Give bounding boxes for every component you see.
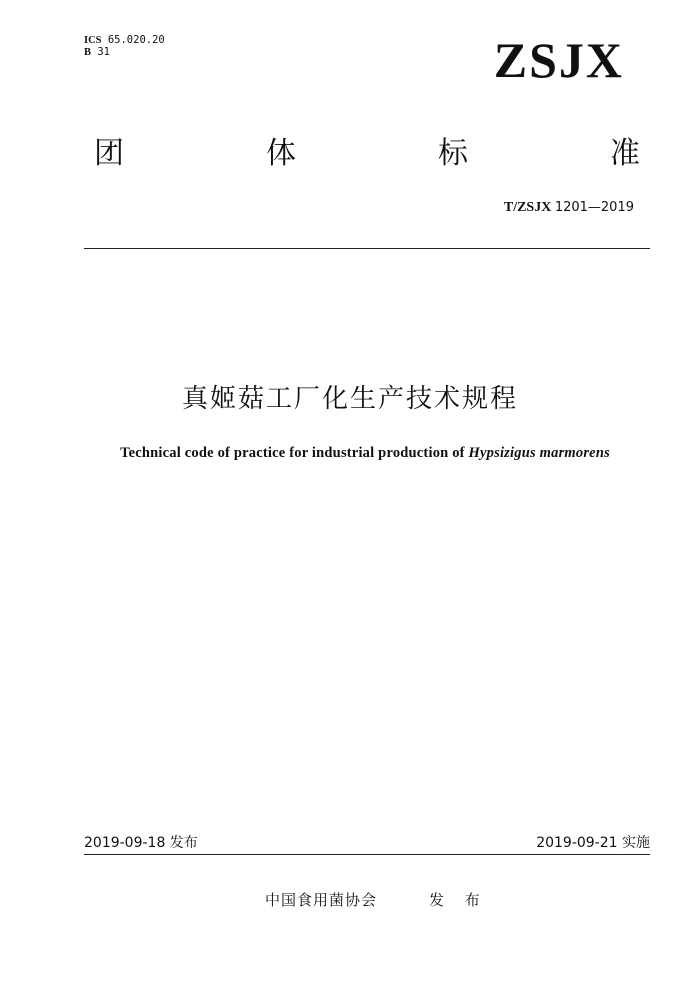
doc-type-char: 标 (438, 136, 468, 171)
standard-code: 1201—2019 (554, 200, 634, 215)
standard-prefix: T/ZSJX (503, 200, 552, 215)
chinese-title: 真姬菇工厂化生产技术规程 (181, 384, 518, 414)
ccs-code: 31 (97, 46, 110, 58)
doc-type-char: 团 (94, 136, 124, 171)
ccs-classification (84, 46, 110, 59)
document-type-heading (94, 134, 640, 174)
doc-type-char: 准 (610, 136, 640, 171)
ccs-label: B (84, 47, 92, 58)
doc-type-char: 体 (266, 136, 296, 171)
english-title (0, 444, 700, 462)
scientific-name: Hypsizigus marmorens (468, 445, 610, 461)
issuing-organization: 中国食用菌协会 (265, 891, 378, 909)
implementation-date: 2019-09-21 实施 (536, 835, 650, 851)
issue-label: 发 布 (429, 891, 488, 909)
standard-number (504, 199, 634, 217)
ics-code: 65.020.20 (107, 34, 165, 46)
association-logo: ZSJX (493, 32, 624, 88)
bottom-divider (84, 854, 650, 855)
publication-date: 2019-09-18 发布 (84, 835, 198, 851)
ics-label: ICS (84, 35, 102, 46)
english-title-main: Technical code of practice for industrial production of (120, 445, 465, 461)
top-divider (84, 248, 650, 249)
